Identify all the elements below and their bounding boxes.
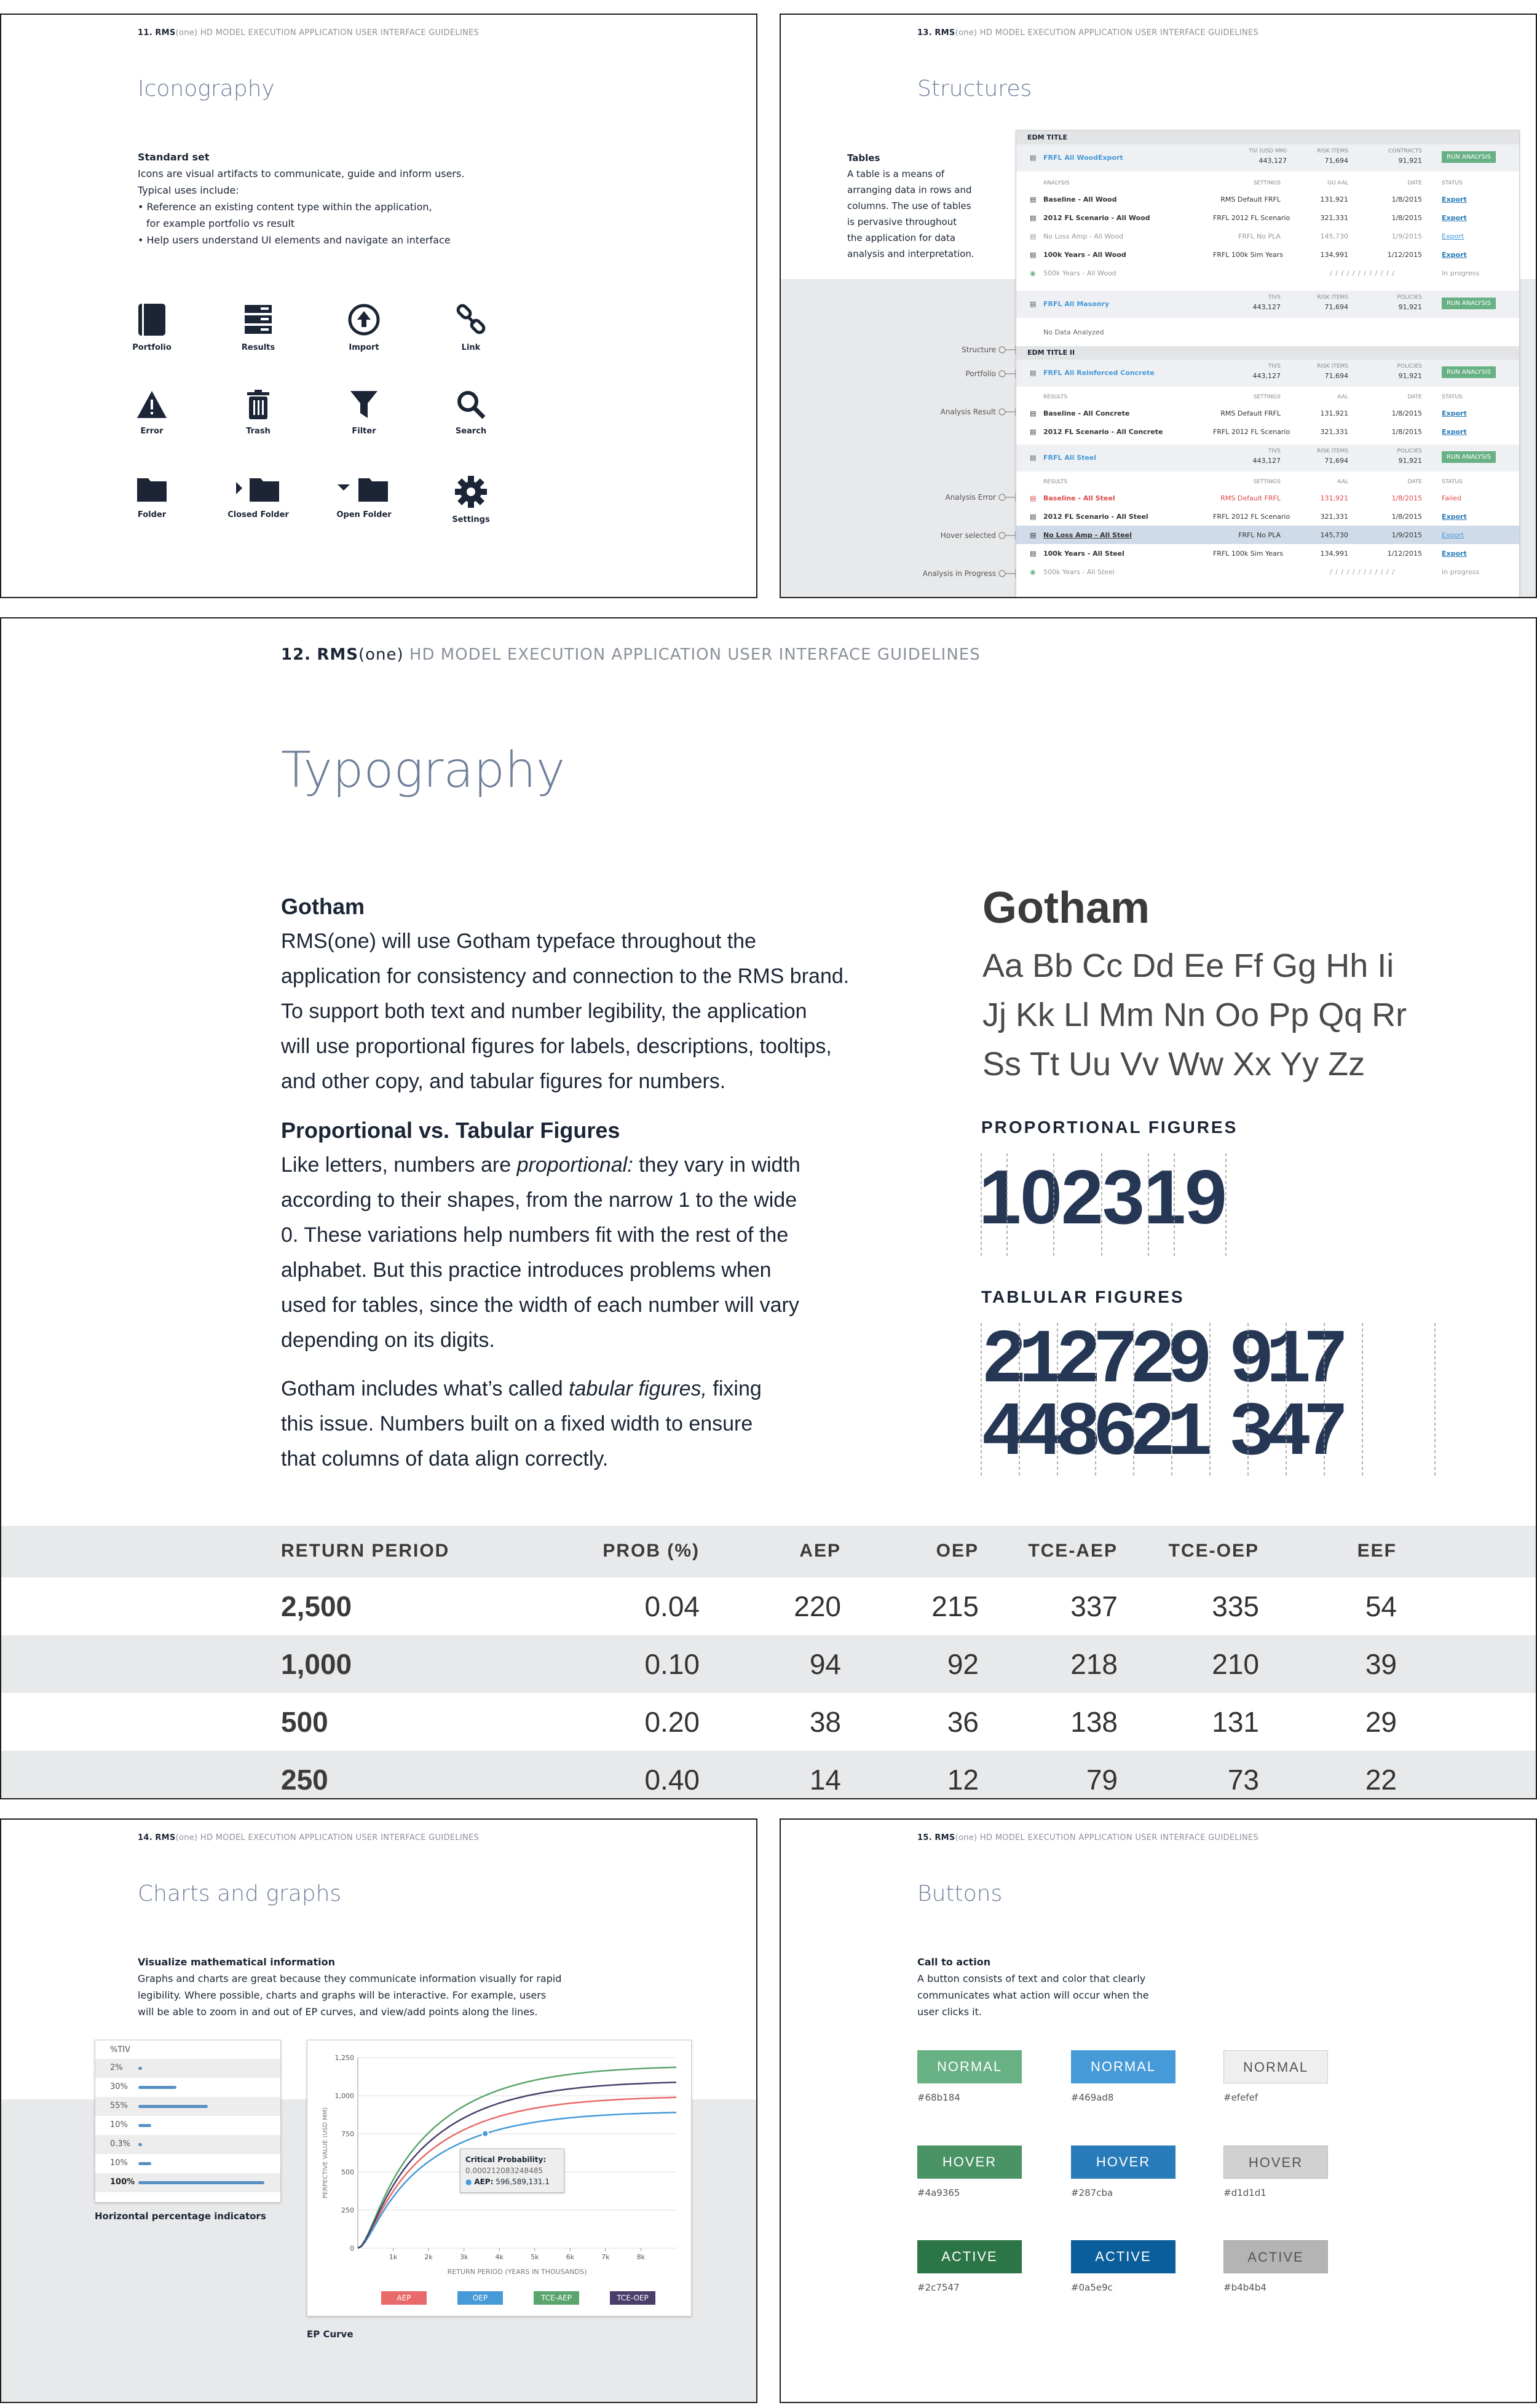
- sub-header: ANALYSIS SETTINGS GU AAL DATE STATUS: [1043, 180, 1463, 186]
- text-line: legibility. Where possible, charts and graphs will be interactive. For example, users: [138, 1989, 547, 2001]
- annotation-analysis-error: Analysis Error: [945, 493, 996, 502]
- table-row[interactable]: 2,500 0.04 220 215 337 335 54: [1, 1577, 1537, 1635]
- run-analysis-button[interactable]: RUN ANALYSIS: [1442, 451, 1496, 463]
- export-link[interactable]: Export: [1442, 214, 1467, 222]
- export-link[interactable]: Export: [1442, 232, 1464, 240]
- portfolio-icon: [137, 304, 167, 336]
- portfolio-icon-tile: Portfolio: [103, 304, 201, 352]
- selected-point: [482, 2131, 488, 2137]
- tab-row: 347: [1228, 1391, 1340, 1477]
- text-line: analysis and interpretation.: [847, 248, 974, 259]
- x-tick-label: 7k: [601, 2253, 610, 2261]
- text-line: Typical uses include:: [138, 184, 239, 196]
- search-icon-tile: Search: [422, 390, 520, 436]
- trash-icon: [245, 390, 272, 419]
- green-hover-button[interactable]: HOVER: [917, 2145, 1022, 2179]
- page-header: 15. RMS(one) HD MODEL EXECUTION APPLICATION USER INTERFACE GUIDELINES: [917, 1833, 1259, 1842]
- text-line: 0. These variations help numbers fit with the rest of the: [281, 1223, 789, 1247]
- intro-text: [138, 1954, 691, 2020]
- x-tick-label: 2k: [424, 2253, 433, 2261]
- no-data-row: No Data Analyzed: [1043, 328, 1104, 336]
- tiv-caption: Horizontal percentage indicators: [95, 2211, 266, 2222]
- tables-desc: [847, 150, 995, 262]
- closed-folder-icon: [234, 476, 283, 503]
- text-line: A button consists of text and color that clearly: [917, 1973, 1146, 1984]
- page-typography: [0, 617, 1537, 1799]
- page-header: 14. RMS(one) HD MODEL EXECUTION APPLICATION USER INTERFACE GUIDELINES: [138, 1833, 480, 1842]
- color-hex: #4a9365: [917, 2187, 960, 2198]
- analysis-row[interactable]: ▤ Baseline - All Concrete RMS Default FRFL 131,921 1/8/2015 Export: [1030, 409, 1467, 417]
- prop-digits: 102319: [979, 1155, 1226, 1240]
- page-header: 11. RMS(one) HD MODEL EXECUTION APPLICATION USER INTERFACE GUIDELINES: [138, 28, 480, 38]
- edm-title: EDM TITLE II: [1016, 346, 1519, 360]
- text-line: will be able to zoom in and out of EP curves, and view/add points along the lines.: [138, 2006, 538, 2018]
- y-tick-label: 500: [341, 2168, 354, 2176]
- run-analysis-button[interactable]: RUN ANALYSIS: [1442, 151, 1496, 163]
- settings-icon-tile: Settings: [422, 476, 520, 524]
- export-link[interactable]: Export: [1442, 550, 1467, 558]
- results-icon-tile: Results: [209, 304, 307, 352]
- search-icon: [456, 390, 486, 419]
- text-line: To support both text and number legibility, the application: [281, 1000, 807, 1023]
- text-line: • Reference an existing content type within the application,: [138, 201, 432, 213]
- tooltip-title: Critical Probability:: [465, 2155, 547, 2164]
- export-link[interactable]: Export: [1442, 513, 1467, 521]
- link-icon: [455, 304, 487, 336]
- tiv-header: %TIV: [110, 2045, 131, 2055]
- y-tick-label: 1,250: [334, 2054, 354, 2062]
- portfolio-row[interactable]: ▤ FRFL All Masonry TIVS 443,127 RISK ITEMS 71,694 POLICIES 91,921 RUN ANALYSIS: [1016, 291, 1519, 318]
- gear-icon: [455, 476, 487, 508]
- prop-label: PROPORTIONAL FIGURES: [981, 1118, 1238, 1137]
- section-heading: Tables: [847, 152, 880, 164]
- export-link[interactable]: Export: [1442, 195, 1467, 203]
- section-heading: Proportional vs. Tabular Figures: [281, 1118, 620, 1143]
- tiv-bar: [138, 2124, 151, 2127]
- specimen-title: Gotham: [982, 883, 1150, 933]
- open-folder-icon: [336, 476, 392, 503]
- y-tick-label: 0: [350, 2244, 354, 2252]
- legend-label: TCE-OEP: [617, 2294, 649, 2302]
- annotation-portfolio: Portfolio: [965, 369, 996, 378]
- text-line: the application for data: [847, 232, 956, 243]
- color-hex: #469ad8: [1071, 2092, 1114, 2103]
- x-tick-label: 5k: [531, 2253, 539, 2261]
- analysis-row[interactable]: ▤ 2012 FL Scenario - All Concrete FRFL 2012 FL Scenario 321,331 1/8/2015 Export: [1030, 428, 1467, 436]
- portfolio-row[interactable]: ▤ FRFL All Reinforced Concrete TIVS 443,127 RISK ITEMS 71,694 POLICIES 91,921 RUN ANALYSIS: [1016, 360, 1519, 387]
- folder-icon-tile: Folder: [103, 476, 201, 519]
- table-row[interactable]: 250 0.40 14 12 79 73 22: [1, 1751, 1537, 1799]
- alphabet-line: Aa Bb Cc Dd Ee Ff Gg Hh Ii: [982, 947, 1394, 984]
- legend-label: OEP: [472, 2294, 488, 2302]
- tiv-bar: [138, 2105, 208, 2108]
- tiv-bar: [138, 2181, 264, 2184]
- open-folder-icon-tile: Open Folder: [315, 476, 413, 519]
- gotham-section: [281, 889, 945, 1477]
- page-title: Charts and graphs: [138, 1881, 342, 1906]
- in-progress-row: ◉ 500k Years - All Wood / / / / / / / / / / / / In progress: [1030, 269, 1480, 277]
- text-line: Like letters, numbers are proportional: they vary in width: [281, 1153, 800, 1177]
- tab-row: 917: [1228, 1319, 1340, 1405]
- text-line: RMS(one) will use Gotham typeface throughout the: [281, 930, 756, 953]
- filter-icon-tile: Filter: [315, 390, 413, 436]
- export-link[interactable]: Export: [1442, 409, 1467, 417]
- tiv-label: 30%: [110, 2082, 128, 2091]
- color-hex: #d1d1d1: [1223, 2187, 1266, 2198]
- blue-hover-button[interactable]: HOVER: [1071, 2145, 1175, 2179]
- portfolio-row[interactable]: ▤ FRFL All Steel TIVS 443,127 RISK ITEMS 71,694 POLICIES 91,921 RUN ANALYSIS: [1016, 444, 1519, 472]
- color-hex: #b4b4b4: [1223, 2282, 1266, 2293]
- section-heading: Standard set: [138, 151, 210, 163]
- tiv-row: [95, 2173, 280, 2192]
- col-header[interactable]: RETURN PERIOD: [281, 1541, 450, 1561]
- green-active-button[interactable]: ACTIVE: [917, 2240, 1022, 2273]
- text-line: A table is a means of: [847, 168, 945, 180]
- run-analysis-button[interactable]: RUN ANALYSIS: [1442, 366, 1496, 378]
- alphabet-line: Jj Kk Ll Mm Nn Oo Pp Qq Rr: [982, 997, 1407, 1033]
- analysis-row[interactable]: ▤ No Loss Amp - All Wood FRFL No PLA 145,730 1/9/2015 Export: [1030, 232, 1464, 240]
- text-line: used for tables, since the width of each number will vary: [281, 1293, 799, 1317]
- text-line: that columns of data align correctly.: [281, 1447, 609, 1470]
- tiv-label: 2%: [110, 2063, 123, 2072]
- col-header[interactable]: TCE-OEP: [1168, 1541, 1259, 1561]
- text-line: is pervasive throughout: [847, 216, 957, 227]
- tiv-bar: [138, 2162, 151, 2165]
- annotation-in-progress: Analysis in Progress: [922, 569, 996, 578]
- tiv-label: 0.3%: [110, 2139, 131, 2149]
- annotation-analysis-result: Analysis Result: [940, 408, 996, 416]
- tab-guides: [980, 1323, 1441, 1477]
- error-icon-tile: Error: [103, 390, 201, 436]
- text-line: Graphs and charts are great because they communicate information visually for rapid: [138, 1973, 562, 1984]
- section-heading: Visualize mathematical information: [138, 1956, 335, 1968]
- page-title: Iconography: [138, 76, 275, 101]
- page-title: Structures: [917, 76, 1032, 101]
- page-charts: [0, 1818, 757, 2403]
- import-icon: [348, 304, 380, 336]
- text-line: Icons are visual artifacts to communicate, guide and inform users.: [138, 168, 465, 180]
- page-title: Buttons: [917, 1881, 1003, 1906]
- import-icon-tile: Import: [315, 304, 413, 352]
- gray-normal-button[interactable]: NORMAL: [1223, 2050, 1328, 2083]
- text-line: according to their shapes, from the narrow 1 to the wide: [281, 1188, 797, 1212]
- page-title: Typography: [281, 741, 566, 799]
- legend-label: AEP: [397, 2294, 411, 2302]
- analysis-row[interactable]: ▤ 2012 FL Scenario - All Wood FRFL 2012 FL Scenario 321,331 1/8/2015 Export: [1030, 214, 1467, 222]
- tooltip-value: 0.000212083248485: [465, 2166, 543, 2175]
- color-hex: #68b184: [917, 2092, 960, 2103]
- x-tick-label: 6k: [566, 2253, 575, 2261]
- tiv-label: 10%: [110, 2158, 128, 2168]
- text-line: depending on its digits.: [281, 1328, 495, 1352]
- tiv-bar: [138, 2086, 176, 2089]
- tiv-label: 10%: [110, 2120, 128, 2130]
- text-line: user clicks it.: [917, 2006, 982, 2018]
- tiv-row: [95, 2059, 280, 2078]
- structure-table: [1016, 130, 1520, 598]
- text-line: this issue. Numbers built on a fixed width to ensure: [281, 1412, 753, 1435]
- green-normal-button[interactable]: NORMAL: [917, 2050, 1022, 2083]
- blue-active-button[interactable]: ACTIVE: [1071, 2240, 1175, 2273]
- page-header: 12. RMS(one) HD MODEL EXECUTION APPLICATION USER INTERFACE GUIDELINES: [281, 645, 981, 664]
- y-tick-label: 750: [341, 2130, 354, 2138]
- x-axis-label: RETURN PERIOD (YEARS IN THOUSANDS): [447, 2268, 587, 2276]
- text-line: alphabet. But this practice introduces problems when: [281, 1258, 772, 1282]
- intro-text: [138, 149, 568, 248]
- col-header[interactable]: TCE-AEP: [1028, 1541, 1118, 1561]
- tooltip-aep: ● AEP: 596,589,131.1: [465, 2177, 550, 2186]
- table-row[interactable]: 1,000 0.10 94 92 218 210 39: [1, 1635, 1537, 1693]
- legend-label: TCE-AEP: [541, 2294, 572, 2302]
- analysis-row[interactable]: ▤ 100k Years - All Steel FRFL 100k Sim Years 134,991 1/12/2015 Export: [1030, 550, 1467, 558]
- tiv-bar: [138, 2143, 142, 2146]
- text-line: columns. The use of tables: [847, 200, 971, 211]
- tab-row: 212729: [981, 1319, 1204, 1405]
- page-buttons: [780, 1818, 1537, 2403]
- col-header[interactable]: AEP: [799, 1541, 841, 1561]
- text-line: and other copy, and tabular figures for numbers.: [281, 1070, 726, 1093]
- col-header[interactable]: OEP: [936, 1541, 979, 1561]
- chart-tooltip: [460, 2149, 564, 2193]
- gray-hover-button[interactable]: HOVER: [1223, 2145, 1328, 2179]
- in-progress-row: ◉ 500k Years - All Steel / / / / / / / / / / / / In progress: [1030, 568, 1480, 576]
- tiv-label: 55%: [110, 2101, 128, 2110]
- text-line: will use proportional figures for labels, descriptions, tooltips,: [281, 1035, 832, 1058]
- folder-icon: [136, 476, 168, 503]
- results-icon: [243, 304, 273, 336]
- filter-icon: [349, 390, 379, 419]
- color-hex: #287cba: [1071, 2187, 1113, 2198]
- section-heading: Gotham: [281, 894, 365, 919]
- tiv-panel: [95, 2040, 281, 2203]
- analysis-row[interactable]: ▤ 2012 FL Scenario - All Steel FRFL 2012 FL Scenario 321,331 1/8/2015 Export: [1030, 513, 1467, 521]
- x-tick-label: 3k: [459, 2253, 468, 2261]
- section-heading: Call to action: [917, 1956, 991, 1968]
- link-icon-tile: Link: [422, 304, 520, 352]
- specimen-alphabet: [982, 941, 1407, 1089]
- ep-chart-panel: [307, 2040, 692, 2316]
- tiv-bar: [138, 2067, 142, 2070]
- trash-icon-tile: Trash: [209, 390, 307, 436]
- sub-header: RESULTS SETTINGS AAL DATE STATUS: [1043, 394, 1463, 400]
- page-iconography: [0, 14, 757, 598]
- portfolio-row[interactable]: ▤ FRFL All WoodExport TIV (USD MM) 443,127 RISK ITEMS 71,694 CONTRACTS 91,921 RUN ANALYSIS: [1016, 144, 1519, 172]
- tiv-row: [95, 2135, 280, 2154]
- data-table: [1, 1526, 1537, 1799]
- page-structures: [780, 14, 1537, 598]
- tab-label: TABLULAR FIGURES: [981, 1287, 1185, 1306]
- run-analysis-button[interactable]: RUN ANALYSIS: [1442, 298, 1496, 309]
- export-link[interactable]: Export: [1442, 428, 1467, 436]
- table-row[interactable]: 500 0.20 38 36 138 131 29: [1, 1693, 1537, 1751]
- sub-header: RESULTS SETTINGS AAL DATE STATUS: [1043, 479, 1463, 485]
- x-tick-label: 4k: [495, 2253, 504, 2261]
- tiv-label: 100%: [110, 2177, 135, 2187]
- text-line: for example portfolio vs result: [146, 218, 295, 229]
- text-line: arranging data in rows and: [847, 184, 972, 195]
- tiv-row: [95, 2116, 280, 2135]
- intro-text: [917, 1954, 1225, 2020]
- col-header[interactable]: PROB (%): [603, 1541, 700, 1561]
- tiv-row: [95, 2097, 280, 2116]
- prop-guides: [980, 1153, 1238, 1258]
- export-link[interactable]: Export: [1442, 531, 1464, 539]
- analysis-row[interactable]: ▤ 100k Years - All Wood FRFL 100k Sim Years 134,991 1/12/2015 Export: [1030, 251, 1467, 259]
- alphabet-line: Ss Tt Uu Vv Ww Xx Yy Zz: [982, 1046, 1365, 1083]
- closed-folder-icon-tile: Closed Folder: [209, 476, 307, 519]
- edm-title: EDM TITLE: [1016, 131, 1519, 144]
- text-line: communicates what action will occur when the: [917, 1989, 1149, 2001]
- annotation-hover-selected: Hover selected: [940, 531, 996, 540]
- tiv-row: [95, 2154, 280, 2173]
- tiv-row: [95, 2078, 280, 2097]
- color-hex: #efefef: [1223, 2092, 1258, 2103]
- x-tick-label: 8k: [636, 2253, 646, 2261]
- text-line: • Help users understand UI elements and navigate an interface: [138, 234, 451, 246]
- x-tick-label: 1k: [389, 2253, 398, 2261]
- y-axis-label: PERPECTIVE VALUE (USD MM): [322, 2107, 329, 2199]
- y-tick-label: 1,000: [334, 2092, 354, 2100]
- tab-row: 448621: [981, 1391, 1204, 1477]
- error-icon: [136, 390, 168, 419]
- y-tick-label: 250: [341, 2206, 354, 2214]
- page-header: 13. RMS(one) HD MODEL EXECUTION APPLICATION USER INTERFACE GUIDELINES: [917, 28, 1259, 38]
- analysis-row[interactable]: ▤ Baseline - All Wood RMS Default FRFL 131,921 1/8/2015 Export: [1030, 195, 1467, 203]
- annotation-structure: Structure: [962, 345, 996, 354]
- blue-normal-button[interactable]: NORMAL: [1071, 2050, 1175, 2083]
- ep-caption: EP Curve: [307, 2329, 354, 2340]
- col-header[interactable]: EEF: [1357, 1541, 1397, 1561]
- export-link[interactable]: Export: [1442, 251, 1467, 259]
- text-line: Gotham includes what’s called tabular figures, fixing: [281, 1377, 762, 1400]
- text-line: application for consistency and connection to the RMS brand.: [281, 965, 850, 988]
- color-hex: #0a5e9c: [1071, 2282, 1113, 2293]
- error-row[interactable]: ▤ Baseline - All Steel RMS Default FRFL 131,921 1/8/2015 Failed: [1030, 494, 1461, 502]
- gray-active-button[interactable]: ACTIVE: [1223, 2240, 1328, 2273]
- color-hex: #2c7547: [917, 2282, 960, 2293]
- hover-row[interactable]: ▤ No Loss Amp - All Steel FRFL No PLA 145,730 1/9/2015 Export: [1016, 526, 1519, 544]
- table-header-row: [1, 1526, 1537, 1577]
